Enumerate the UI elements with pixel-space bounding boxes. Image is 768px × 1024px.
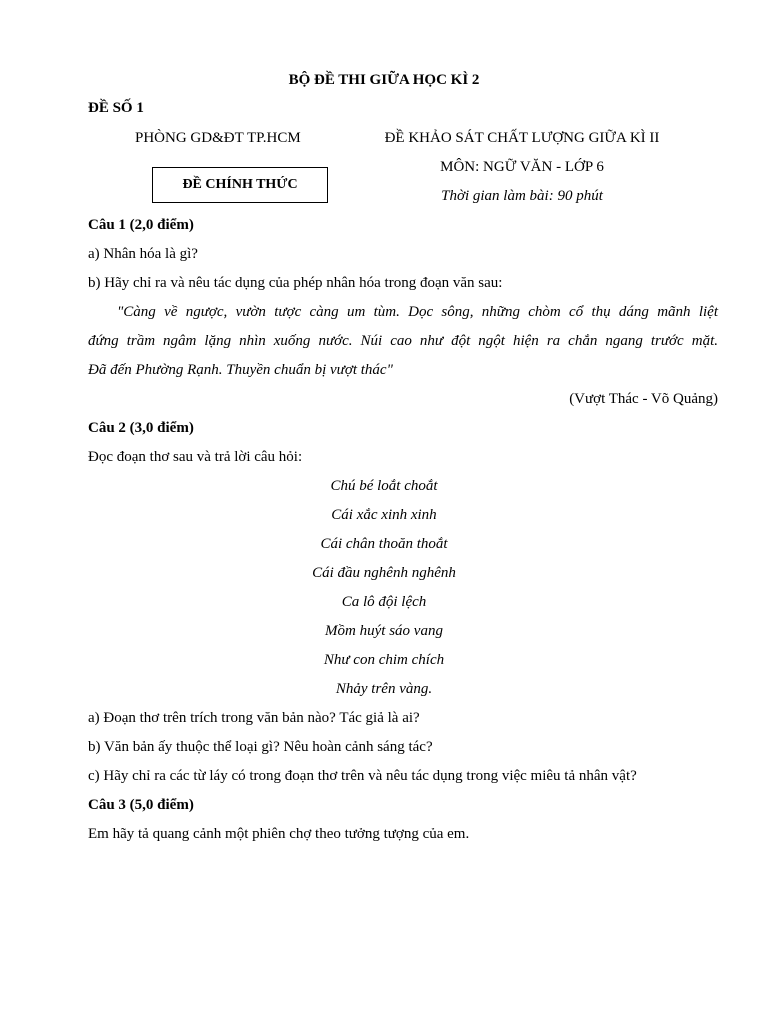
q2-intro: Đọc đoạn thơ sau và trả lời câu hỏi: [88, 449, 303, 465]
q2-heading: Câu 2 (3,0 điểm) [88, 420, 194, 436]
time-limit: Thời gian làm bài: 90 phút [441, 188, 603, 204]
exam-name: ĐỀ KHẢO SÁT CHẤT LƯỢNG GIỮA KÌ II [384, 130, 660, 146]
official-label-box [152, 167, 328, 203]
document-title: BỘ ĐỀ THI GIỮA HỌC KÌ 2 [288, 72, 480, 88]
q1-part-a: a) Nhân hóa là gì? [88, 246, 198, 262]
poem-line: Nhảy trên vàng. [335, 681, 433, 697]
poem-line: Cái chân thoăn thoắt [320, 536, 448, 552]
poem-line: Mồm huýt sáo vang [325, 623, 443, 639]
poem-line: Chú bé loắt choắt [330, 478, 438, 494]
exam-number: ĐỀ SỐ 1 [88, 100, 144, 116]
q1-quote-line-3: Đã đến Phường Rạnh. Thuyền chuẩn bị vượt thác" [88, 362, 393, 378]
subject-line: MÔN: NGỮ VĂN - LỚP 6 [440, 159, 604, 175]
q1-heading: Câu 1 (2,0 điểm) [88, 217, 194, 233]
q3-heading: Câu 3 (5,0 điểm) [88, 797, 194, 813]
q1-quote-line-1: "Càng về ngược, vườn tược càng um tùm. Dọc sông, những chòm cổ thụ dáng mãnh liệt [117, 304, 718, 320]
q1-source: (Vượt Thác - Võ Quảng) [569, 391, 718, 407]
q2-part-b: b) Văn bản ấy thuộc thể loại gì? Nêu hoàn cảnh sáng tác? [88, 739, 433, 755]
q3-prompt: Em hãy tả quang cảnh một phiên chợ theo tưởng tượng của em. [88, 826, 470, 842]
q2-part-a: a) Đoạn thơ trên trích trong văn bản nào? Tác giả là ai? [88, 710, 420, 726]
poem-line: Như con chim chích [323, 652, 445, 668]
q1-part-b: b) Hãy chỉ ra và nêu tác dụng của phép nhân hóa trong đoạn văn sau: [88, 275, 503, 291]
poem-line: Cái đầu nghênh nghênh [312, 565, 456, 581]
official-label: ĐỀ CHÍNH THỨC [182, 177, 298, 192]
department-name: PHÒNG GD&ĐT TP.HCM [135, 130, 301, 146]
q2-part-c: c) Hãy chỉ ra các từ láy có trong đoạn thơ trên và nêu tác dụng trong việc miêu tả nhân vật? [88, 768, 637, 784]
poem-line: Cái xắc xinh xinh [331, 507, 437, 523]
poem-line: Ca lô đội lệch [341, 594, 427, 610]
q1-quote-line-2: đứng trầm ngâm lặng nhìn xuống nước. Núi cao như đột ngột hiện ra chắn ngang trước mặt. [88, 333, 718, 349]
